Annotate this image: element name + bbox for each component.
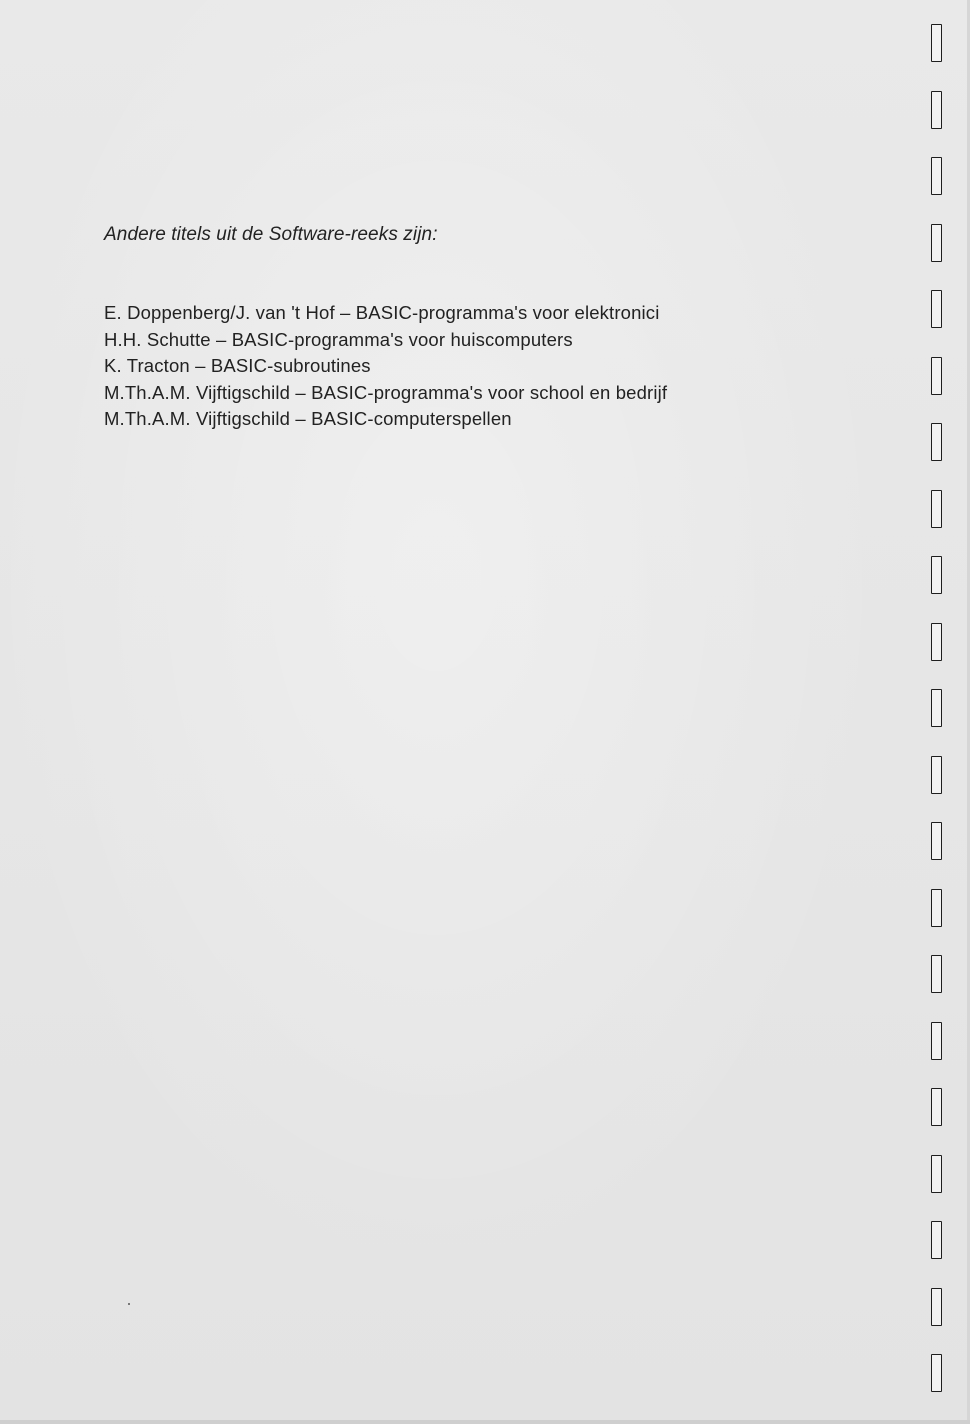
binding-hole [931, 1221, 942, 1259]
title-list-item: M.Th.A.M. Vijftigschild – BASIC-programma's voor school en bedrijf [104, 381, 668, 403]
binding-hole [931, 955, 942, 993]
binding-hole [931, 357, 942, 395]
binding-hole [931, 689, 942, 727]
binding-hole [931, 1088, 942, 1126]
binding-hole [931, 1288, 942, 1326]
binding-hole [931, 157, 942, 195]
binding-hole [931, 24, 942, 62]
binding-hole [931, 623, 942, 661]
title-list-item: H.H. Schutte – BASIC-programma's voor huiscomputers [104, 328, 573, 350]
binding-hole [931, 91, 942, 129]
binding-hole [931, 290, 942, 328]
binding-hole [931, 1022, 942, 1060]
series-heading: Andere titels uit de Software-reeks zijn: [104, 224, 438, 245]
title-list-item: E. Doppenberg/J. van 't Hof – BASIC-programma's voor elektronici [104, 302, 660, 323]
binding-hole [931, 1155, 942, 1193]
page-bottom-edge [0, 1420, 970, 1424]
paper-speck [128, 1303, 130, 1305]
title-list [104, 300, 667, 433]
title-list-item: K. Tracton – BASIC-subroutines [104, 355, 371, 376]
binding-hole [931, 556, 942, 594]
binding-hole [931, 423, 942, 461]
binding-hole [931, 756, 942, 794]
binding-hole [931, 889, 942, 927]
title-list-item: M.Th.A.M. Vijftigschild – BASIC-computerspellen [104, 408, 512, 429]
binding-hole [931, 822, 942, 860]
binding-hole [931, 1354, 942, 1392]
binding-hole [931, 224, 942, 262]
binding-hole [931, 490, 942, 528]
binding-holes [931, 0, 945, 1424]
